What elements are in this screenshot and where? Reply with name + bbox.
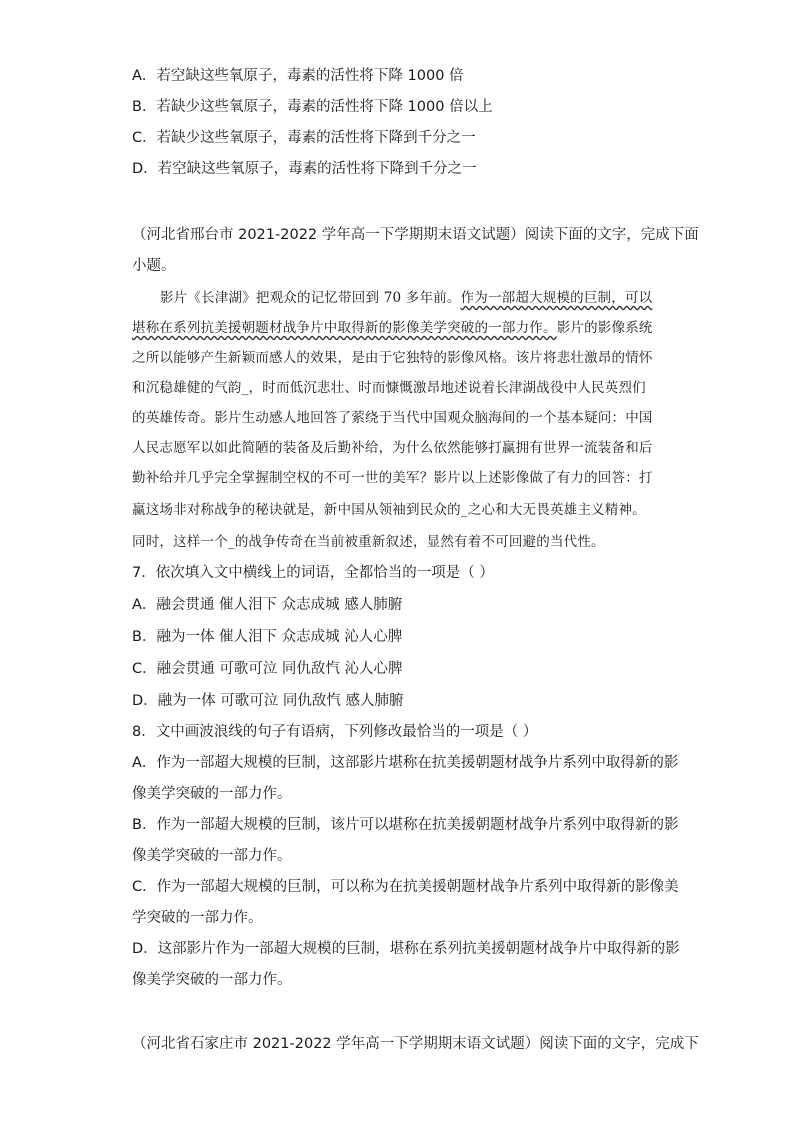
q7-option-c: C．融会贯通 可歌可泣 同仇敌忾 沁人心脾 xyxy=(132,661,403,677)
passage-text: 影片《长津湖》把观众的记忆带回到 70 多年前。 xyxy=(160,290,461,306)
passage-line-9: 同时，这样一个_的战争传奇在当前被重新叙述，显然有着不可回避的当代性。 xyxy=(132,534,605,550)
q8-option-d-line1: D．这部影片作为一部超大规模的巨制，堪称在系列抗美援朝题材战争片中取得新的影 xyxy=(132,941,680,957)
passage-line-2 xyxy=(132,318,660,338)
passage-line-6: 人民志愿军以如此简陋的装备及后勤补给，为什么依然能够打赢拥有世界一流装备和后 xyxy=(132,440,653,456)
passage-line-5: 的英雄传奇。影片生动感人地回答了萦绕于当代中国观众脑海间的一个基本疑问：中国 xyxy=(132,410,653,426)
q8-option-c-line1: C．作为一部超大规模的巨制，可以称为在抗美援朝题材战争片系列中取得新的影像美 xyxy=(132,879,679,895)
q7-option-a: A．融会贯通 催人泪下 众志成城 感人肺腑 xyxy=(132,597,403,613)
passage-text: 影片的影像系统 xyxy=(556,320,653,336)
q6-option-d: D．若空缺这些氧原子，毒素的活性将下降到千分之一 xyxy=(132,161,477,177)
q8-option-d-line2: 像美学突破的一部力作。 xyxy=(132,972,292,988)
q7-option-d: D．融为一体 可歌可泣 同仇敌忾 感人肺腑 xyxy=(132,693,404,709)
q6-option-a: A．若空缺这些氧原子，毒素的活性将下降 1000 倍 xyxy=(132,68,464,84)
section1-source-line1: （河北省邢台市 2021-2022 学年高一下学期期末语文试题）阅读下面的文字，完成下面 xyxy=(132,227,699,243)
passage-line-8: 赢这场非对称战争的秘诀就是，新中国从领袖到民众的_之心和大无畏英雄主义精神。 xyxy=(132,502,646,518)
section1-source-line2: 小题。 xyxy=(132,258,176,274)
q8-option-b-line1: B．作为一部超大规模的巨制，该片可以堪称在抗美援朝题材战争片系列中取得新的影 xyxy=(132,817,679,833)
q8-option-c-line2: 学突破的一部力作。 xyxy=(132,910,263,926)
q8-option-a-line1: A．作为一部超大规模的巨制，这部影片堪称在抗美援朝题材战争片系列中取得新的影 xyxy=(132,755,679,771)
wavy-sentence: 堪称在系列抗美援朝题材战争片中取得新的影像美学突破的一部力作。 xyxy=(132,320,557,336)
q6-option-b: B．若缺少这些氧原子，毒素的活性将下降 1000 倍以上 xyxy=(132,99,493,115)
q8-option-b-line2: 像美学突破的一部力作。 xyxy=(132,848,292,864)
wavy-sentence: 作为一部超大规模的巨制，可以 xyxy=(460,290,653,306)
passage-line-3: 之所以能够产生新颖而感人的效果，是由于它独特的影像风格。该片将悲壮激昂的情怀 xyxy=(132,350,653,366)
q7-stem: 7．依次填入文中横线上的词语，全都恰当的一项是（ ） xyxy=(132,565,494,581)
q8-option-a-line2: 像美学突破的一部力作。 xyxy=(132,786,292,802)
passage-line-1 xyxy=(160,288,688,308)
q8-stem: 8．文中画波浪线的句子有语病，下列修改最恰当的一项是（ ） xyxy=(132,724,538,740)
section2-source-line1: （河北省石家庄市 2021-2022 学年高一下学期期末语文试题）阅读下面的文字，完成下 xyxy=(132,1036,699,1052)
passage-line-4: 和沉稳雄健的气韵_，时而低沉悲壮、时而慷慨激昂地述说着长津湖战役中人民英烈们 xyxy=(132,380,646,396)
q7-option-b: B．融为一体 催人泪下 众志成城 沁人心脾 xyxy=(132,629,403,645)
passage-line-7: 勤补给并几乎完全掌握制空权的不可一世的美军？影片以上述影像做了有力的回答：打 xyxy=(132,470,653,486)
q6-option-c: C．若缺少这些氧原子，毒素的活性将下降到千分之一 xyxy=(132,130,476,146)
